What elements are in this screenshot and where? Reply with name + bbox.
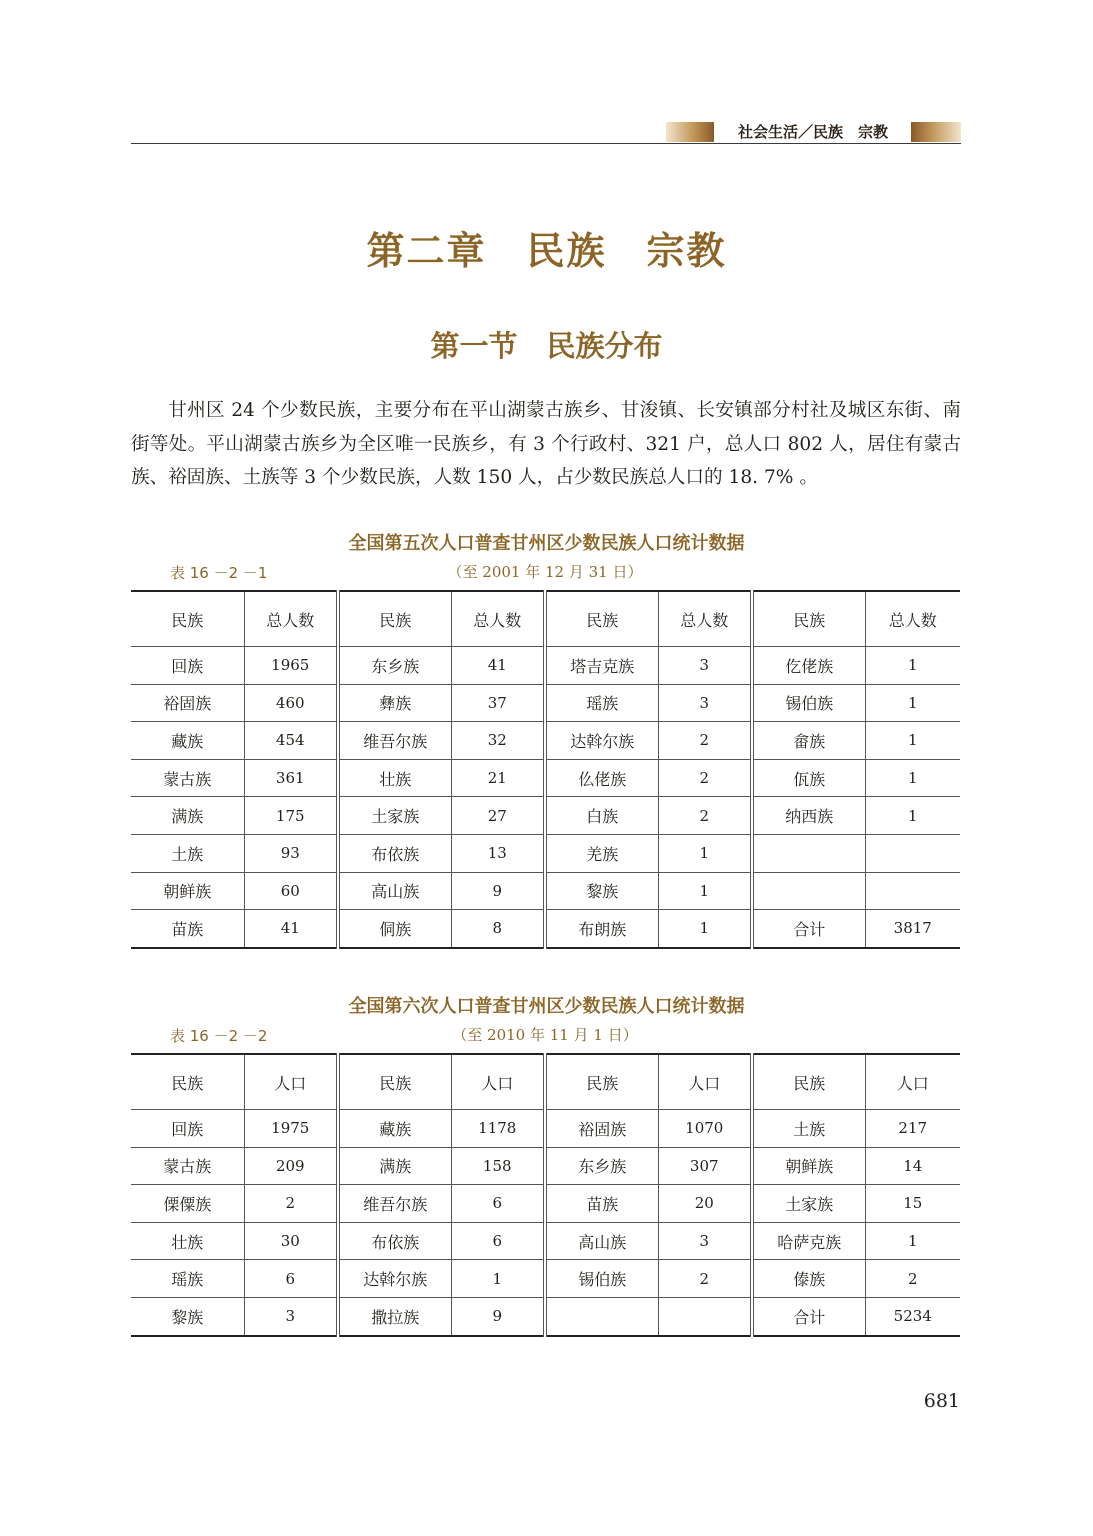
table1-population-cell: 1: [658, 910, 752, 948]
table2-population-cell: 1178: [451, 1110, 545, 1148]
table2-population-cell: 5234: [865, 1297, 960, 1335]
table2-row: [131, 1222, 960, 1260]
table2-ethnic-group-cell: 黎族: [131, 1297, 244, 1335]
table1-population-cell: 9: [451, 872, 545, 910]
table2-ethnic-group-cell: 瑶族: [131, 1260, 244, 1298]
table1: [131, 590, 960, 949]
table1-row: [131, 910, 960, 948]
table2-ethnic-group-cell: 哈萨克族: [752, 1222, 865, 1260]
table2-ethnic-group-cell: 合计: [752, 1297, 865, 1335]
table1-ethnic-group-cell: 朝鲜族: [131, 872, 244, 910]
table1-ethnic-group-cell: 畲族: [752, 722, 865, 760]
running-header-text: 社会生活／民族 宗教: [737, 123, 888, 141]
table2-header-cell: 人口: [658, 1054, 752, 1110]
body-paragraph: 甘州区 24 个少数民族，主要分布在平山湖蒙古族乡、甘浚镇、长安镇部分村社及城区东街、南街等处。平山湖蒙古族乡为全区唯一民族乡，有 3 个行政村、321 户，总人口 802 人，居住有蒙古族、裕固族、土族等 3 个少数民族，人数 150 人，占少数民族总人口的 18. 7% 。: [131, 400, 961, 489]
table2-ethnic-group-cell: 回族: [131, 1110, 244, 1148]
table1-row: [131, 647, 960, 685]
table2-ethnic-group-cell: 土家族: [752, 1185, 865, 1223]
table2-population-cell: 1070: [658, 1110, 752, 1148]
table2-row: [131, 1297, 960, 1335]
table1-population-cell: 32: [451, 722, 545, 760]
table2-date: （至 2010 年 11 月 1 日）: [452, 1026, 638, 1044]
table1-ethnic-group-cell: 东乡族: [338, 647, 451, 685]
table2-header-cell: 人口: [244, 1054, 338, 1110]
table1-population-cell: 2: [658, 759, 752, 797]
table1-ethnic-group-cell: 羌族: [545, 834, 658, 872]
table2-population-cell: 1975: [244, 1110, 338, 1148]
table1-number: 表 16 －2 －1: [170, 564, 268, 582]
table2-population-cell: 1: [451, 1260, 545, 1298]
table2-population-cell: 30: [244, 1222, 338, 1260]
table2-population-cell: 3: [658, 1222, 752, 1260]
table2-population-cell: 1: [865, 1222, 960, 1260]
table1-population-cell: 3: [658, 684, 752, 722]
table1-population-cell: 1: [658, 834, 752, 872]
table1-ethnic-group-cell: 裕固族: [131, 684, 244, 722]
table1-population-cell: 1: [865, 684, 960, 722]
table2-ethnic-group-cell: 锡伯族: [545, 1260, 658, 1298]
table2-row: [131, 1260, 960, 1298]
table2-ethnic-group-cell: 藏族: [338, 1110, 451, 1148]
table1-population-cell: 60: [244, 872, 338, 910]
page-number: 681: [923, 1390, 960, 1412]
table1-population-cell: [865, 872, 960, 910]
table2-population-cell: 14: [865, 1147, 960, 1185]
table2-population-cell: 15: [865, 1185, 960, 1223]
table2-header-cell: 人口: [865, 1054, 960, 1110]
table1-ethnic-group-cell: 瑶族: [545, 684, 658, 722]
table1-population-cell: 21: [451, 759, 545, 797]
table1-population-cell: 37: [451, 684, 545, 722]
table1-date: （至 2001 年 12 月 31 日）: [447, 563, 643, 581]
table1-population-cell: 1: [865, 797, 960, 835]
table1-ethnic-group-cell: 土家族: [338, 797, 451, 835]
table1-header-cell: 民族: [545, 591, 658, 647]
table1-ethnic-group-cell: 锡伯族: [752, 684, 865, 722]
table2-population-cell: 9: [451, 1297, 545, 1335]
table1-row: [131, 797, 960, 835]
table2-ethnic-group-cell: 傣族: [752, 1260, 865, 1298]
table1-population-cell: 93: [244, 834, 338, 872]
table1-row: [131, 834, 960, 872]
table1-ethnic-group-cell: 佤族: [752, 759, 865, 797]
table1-ethnic-group-cell: 黎族: [545, 872, 658, 910]
table1-ethnic-group-cell: [752, 872, 865, 910]
table2-ethnic-group-cell: 达斡尔族: [338, 1260, 451, 1298]
table1-population-cell: 460: [244, 684, 338, 722]
table1-ethnic-group-cell: 仡佬族: [752, 647, 865, 685]
table2-population-cell: 2: [865, 1260, 960, 1298]
header-decoration-right: [911, 122, 961, 142]
table1-header-cell: 民族: [752, 591, 865, 647]
table1-header-cell: 总人数: [658, 591, 752, 647]
table2-population-cell: 2: [658, 1260, 752, 1298]
table1-header-cell: 总人数: [451, 591, 545, 647]
header-rule: [131, 143, 961, 144]
table2-header-row: [131, 1054, 960, 1110]
chapter-title: 第二章 民族 宗教: [366, 229, 727, 273]
table1-population-cell: 1: [865, 759, 960, 797]
table2-ethnic-group-cell: 土族: [752, 1110, 865, 1148]
table1-ethnic-group-cell: 藏族: [131, 722, 244, 760]
table1-population-cell: 27: [451, 797, 545, 835]
header-decoration-left: [666, 122, 714, 142]
table1-population-cell: 3: [658, 647, 752, 685]
table1-ethnic-group-cell: 侗族: [338, 910, 451, 948]
table2-ethnic-group-cell: 壮族: [131, 1222, 244, 1260]
table2-population-cell: 20: [658, 1185, 752, 1223]
table1-population-cell: 2: [658, 797, 752, 835]
table2-ethnic-group-cell: 高山族: [545, 1222, 658, 1260]
table1-row: [131, 722, 960, 760]
table1-ethnic-group-cell: [752, 834, 865, 872]
table1-population-cell: [865, 834, 960, 872]
table1-population-cell: 1: [865, 722, 960, 760]
table1-population-cell: 3817: [865, 910, 960, 948]
table1-ethnic-group-cell: 土族: [131, 834, 244, 872]
table2-ethnic-group-cell: 东乡族: [545, 1147, 658, 1185]
table2-header-cell: 民族: [338, 1054, 451, 1110]
table2-population-cell: 158: [451, 1147, 545, 1185]
table2-number: 表 16 －2 －2: [170, 1027, 268, 1045]
table2-population-cell: 3: [244, 1297, 338, 1335]
table2-header-cell: 民族: [752, 1054, 865, 1110]
table2: [131, 1053, 960, 1337]
table1-ethnic-group-cell: 苗族: [131, 910, 244, 948]
table2-header-cell: 民族: [545, 1054, 658, 1110]
table1-header-cell: 民族: [131, 591, 244, 647]
table1-ethnic-group-cell: 合计: [752, 910, 865, 948]
table2-ethnic-group-cell: 朝鲜族: [752, 1147, 865, 1185]
table2-ethnic-group-cell: 满族: [338, 1147, 451, 1185]
table1-ethnic-group-cell: 满族: [131, 797, 244, 835]
table1-population-cell: 454: [244, 722, 338, 760]
table2-ethnic-group-cell: 傈僳族: [131, 1185, 244, 1223]
table1-ethnic-group-cell: 高山族: [338, 872, 451, 910]
table1-population-cell: 1: [658, 872, 752, 910]
table1-population-cell: 2: [658, 722, 752, 760]
table2-ethnic-group-cell: [545, 1297, 658, 1335]
table2-population-cell: 217: [865, 1110, 960, 1148]
table2-population-cell: 6: [451, 1185, 545, 1223]
table2-ethnic-group-cell: 裕固族: [545, 1110, 658, 1148]
table1-ethnic-group-cell: 蒙古族: [131, 759, 244, 797]
table1-population-cell: 41: [451, 647, 545, 685]
table1-ethnic-group-cell: 维吾尔族: [338, 722, 451, 760]
table2-row: [131, 1185, 960, 1223]
table1-population-cell: 41: [244, 910, 338, 948]
table1-population-cell: 8: [451, 910, 545, 948]
table1-ethnic-group-cell: 仫佬族: [545, 759, 658, 797]
section-title: 第一节 民族分布: [430, 329, 663, 363]
table2-title: 全国第六次人口普查甘州区少数民族人口统计数据: [348, 996, 745, 1017]
table1-row: [131, 684, 960, 722]
table1-header-cell: 民族: [338, 591, 451, 647]
table2-header-cell: 人口: [451, 1054, 545, 1110]
table2-row: [131, 1110, 960, 1148]
table2-population-cell: [658, 1297, 752, 1335]
table2-population-cell: 6: [244, 1260, 338, 1298]
table1-ethnic-group-cell: 布朗族: [545, 910, 658, 948]
table2-population-cell: 6: [451, 1222, 545, 1260]
table1-title: 全国第五次人口普查甘州区少数民族人口统计数据: [348, 533, 745, 554]
table2-header-cell: 民族: [131, 1054, 244, 1110]
table2-ethnic-group-cell: 苗族: [545, 1185, 658, 1223]
table1-row: [131, 872, 960, 910]
table1-ethnic-group-cell: 白族: [545, 797, 658, 835]
table1-population-cell: 1: [865, 647, 960, 685]
table1-ethnic-group-cell: 回族: [131, 647, 244, 685]
table1-ethnic-group-cell: 塔吉克族: [545, 647, 658, 685]
table1-ethnic-group-cell: 彝族: [338, 684, 451, 722]
table1-ethnic-group-cell: 布依族: [338, 834, 451, 872]
table2-population-cell: 2: [244, 1185, 338, 1223]
running-header: [131, 122, 961, 144]
table2-ethnic-group-cell: 撒拉族: [338, 1297, 451, 1335]
table2-row: [131, 1147, 960, 1185]
table2-ethnic-group-cell: 维吾尔族: [338, 1185, 451, 1223]
table1-header-cell: 总人数: [244, 591, 338, 647]
table2-ethnic-group-cell: 蒙古族: [131, 1147, 244, 1185]
table2-population-cell: 209: [244, 1147, 338, 1185]
table1-header-cell: 总人数: [865, 591, 960, 647]
table1-population-cell: 1965: [244, 647, 338, 685]
table2-population-cell: 307: [658, 1147, 752, 1185]
table1-header-row: [131, 591, 960, 647]
table2-ethnic-group-cell: 布依族: [338, 1222, 451, 1260]
table1-population-cell: 13: [451, 834, 545, 872]
table1-population-cell: 175: [244, 797, 338, 835]
table1-population-cell: 361: [244, 759, 338, 797]
table1-ethnic-group-cell: 达斡尔族: [545, 722, 658, 760]
table1-ethnic-group-cell: 纳西族: [752, 797, 865, 835]
table1-row: [131, 759, 960, 797]
table1-ethnic-group-cell: 壮族: [338, 759, 451, 797]
